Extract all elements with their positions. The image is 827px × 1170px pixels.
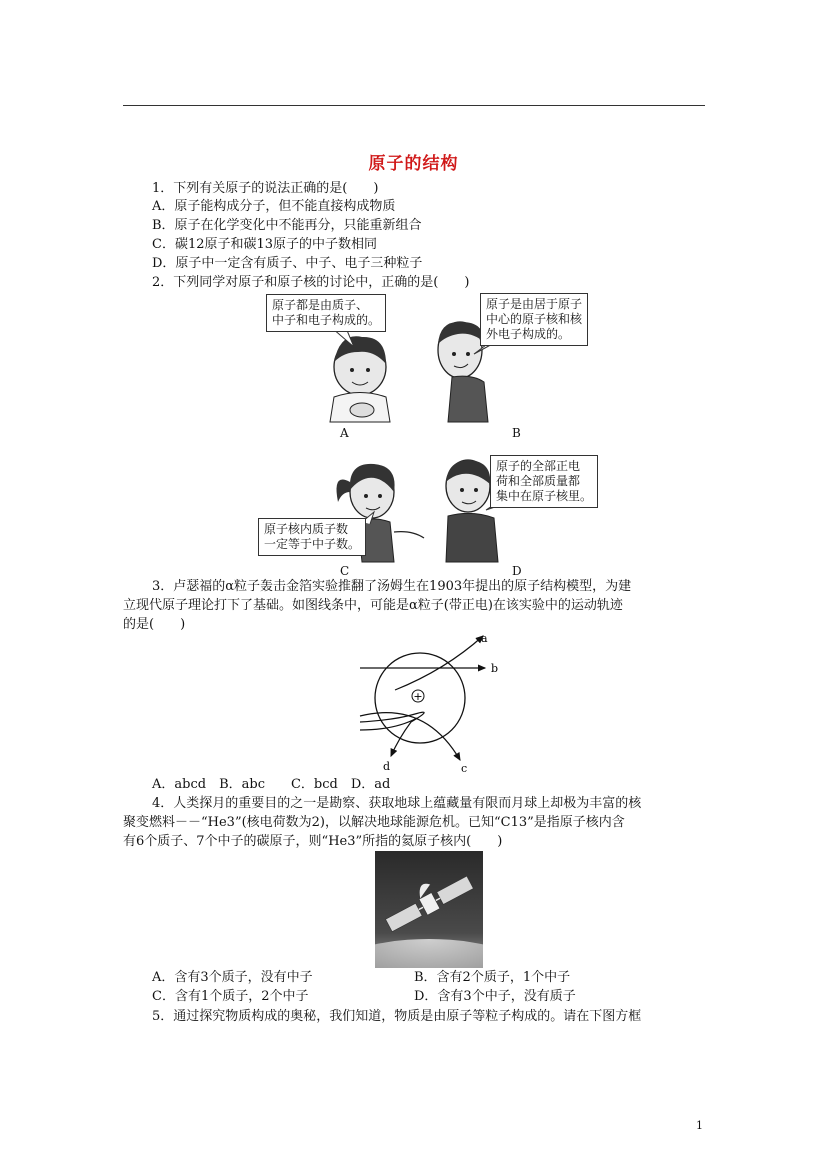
path-a	[395, 636, 483, 690]
bubble-c-line1: 原子核内质子数	[264, 522, 349, 536]
bubble-a-line1: 原子都是由质子、	[272, 298, 369, 312]
bubble-b-line1: 原子是由居于原子	[486, 297, 583, 311]
q1-option-b: B．原子在化学变化中不能再分，只能重新组合	[152, 218, 422, 233]
page-number: 1	[696, 1119, 703, 1132]
label-path-a: a	[481, 632, 488, 645]
label-path-b: b	[491, 662, 499, 675]
q3-options: A．abcd B．abc C．bcd D．ad	[152, 777, 391, 792]
label-c: C	[340, 564, 350, 578]
q4-option-b: B．含有2个质子，1个中子	[414, 970, 571, 985]
q4-option-d: D．含有3个中子，没有质子	[414, 989, 576, 1004]
q3-stem-line2: 立现代原子理论打下了基础。如图线条中，可能是α粒子(带正电)在该实验中的运动轨迹	[123, 598, 623, 613]
label-d: D	[512, 564, 522, 578]
nucleus-plus: +	[413, 690, 423, 703]
bubble-b-line3: 外电子构成的。	[486, 327, 571, 341]
q5-stem-line1: 5．通过探究物质构成的奥秘，我们知道，物质是由原子等粒子构成的。请在下图方框	[152, 1009, 642, 1024]
header-rule	[123, 105, 705, 106]
bubble-d-line2: 荷和全部质量都	[496, 474, 581, 488]
q4-option-a: A．含有3个质子，没有中子	[152, 970, 313, 985]
bubble-d-line1: 原子的全部正电	[496, 459, 581, 473]
label-path-d: d	[383, 760, 391, 773]
bubble-b-line2: 中心的原子核和核	[486, 312, 583, 326]
q4-stem-line1: 4．人类探月的重要目的之一是勘察、获取地球上蕴藏量有限而月球上却极为丰富的核	[152, 796, 642, 811]
label-path-c: c	[461, 762, 468, 775]
q3-alpha-scattering-diagram	[355, 630, 505, 775]
q3-stem-line1: 3．卢瑟福的α粒子轰击金箔实验推翻了汤姆生在1903年提出的原子结构模型，为建	[152, 579, 632, 594]
q2-stem: 2．下列同学对原子和原子核的讨论中，正确的是( )	[152, 275, 470, 290]
bubble-b	[480, 293, 588, 346]
bubble-a-line2: 中子和电子构成的。	[272, 313, 381, 327]
bubble-d	[490, 455, 598, 508]
q1-option-a: A．原子能构成分子，但不能直接构成物质	[152, 199, 396, 214]
path-c	[360, 713, 460, 760]
q1-stem: 1．下列有关原子的说法正确的是( )	[152, 181, 379, 196]
q4-stem-line3: 有6个质子、7个中子的碳原子，则“He3”所指的氦原子核内( )	[123, 834, 503, 849]
satellite-photo	[375, 851, 483, 968]
q3-stem-line3: 的是( )	[123, 617, 186, 632]
q4-stem-line2: 聚变燃料－－“He3”(核电荷数为2)，以解决地球能源危机。已知“C13”是指原子核内含	[123, 815, 625, 830]
label-a: A	[340, 426, 349, 440]
label-b: B	[512, 426, 521, 440]
bubble-c	[258, 518, 366, 556]
q1-option-d: D．原子中一定含有质子、中子、电子三种粒子	[152, 256, 423, 271]
page-title: 原子的结构	[368, 154, 459, 174]
q1-option-c: C．碳12原子和碳13原子的中子数相同	[152, 237, 378, 252]
bubble-d-line3: 集中在原子核里。	[496, 489, 593, 503]
student-a-illustration	[330, 336, 390, 422]
bubble-c-line2: 一定等于中子数。	[264, 537, 361, 551]
bubble-a	[266, 294, 386, 332]
q4-option-c: C．含有1个质子，2个中子	[152, 989, 309, 1004]
